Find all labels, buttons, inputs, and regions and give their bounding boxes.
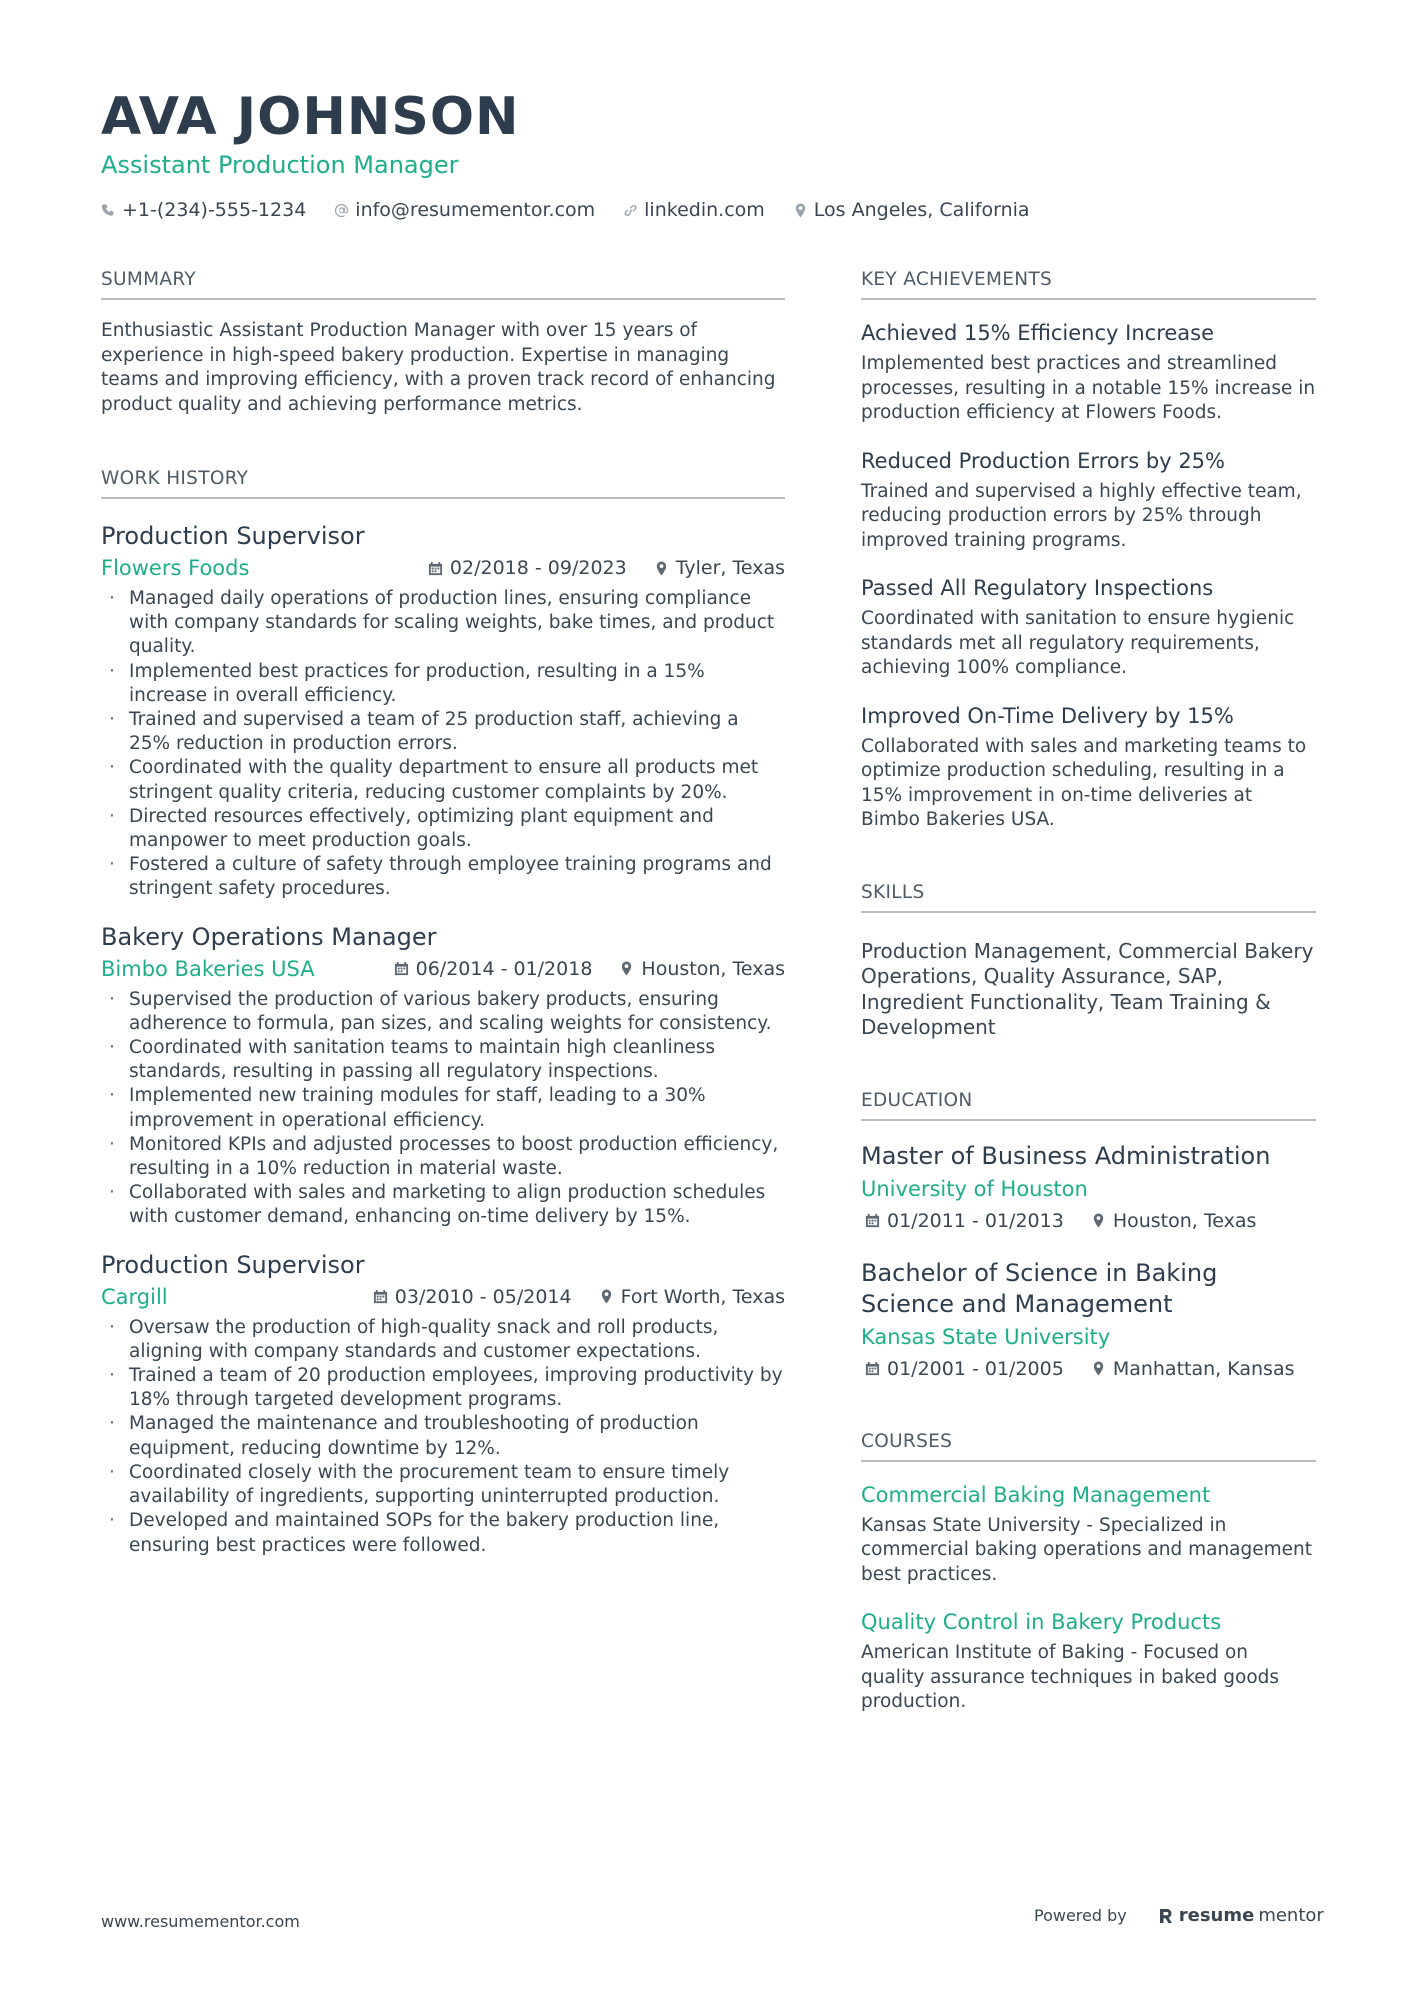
job-bullet: · Managed daily operations of production lines, ensuring compliance with company standards for scaling weights, bake times, and product quality.: [101, 587, 785, 660]
job-company: Flowers Foods: [101, 556, 250, 580]
job-bullet: · Oversaw the production of high-quality snack and roll products, aligning with company standards and customer expectations.: [101, 1316, 785, 1364]
courses-section: [861, 1430, 1316, 1715]
work-history-section: [101, 467, 785, 1558]
job-dates-text: 02/2018 - 09/2023: [449, 557, 627, 579]
calendar-icon: [865, 1361, 880, 1376]
achievements-heading: KEY ACHIEVEMENTS: [861, 268, 1316, 300]
education-dates: [865, 1208, 1064, 1234]
achievement-entry: [861, 703, 1316, 833]
calendar-icon: [394, 961, 409, 976]
job-bullet: · Supervised the production of various bakery products, ensuring adherence to formula, pan sizes, and scaling weights for consistency.: [101, 988, 785, 1036]
calendar-icon: [428, 561, 443, 576]
job-location: [619, 956, 785, 982]
resumementor-logo-icon: [1157, 1907, 1175, 1925]
education-list: [861, 1141, 1316, 1382]
job-bullet: · Collaborated with sales and marketing to align production schedules with customer demand, enhancing on-time delivery by 15%.: [101, 1181, 785, 1229]
education-dates-text: 01/2001 - 01/2005: [887, 1357, 1064, 1380]
job-bullet: · Implemented best practices for production, resulting in a 15% increase in overall efficiency.: [101, 660, 785, 708]
footer-website[interactable]: www.resumementor.com: [101, 1912, 300, 1931]
job-bullet: · Trained and supervised a team of 25 production staff, achieving a 25% reduction in production errors.: [101, 708, 785, 756]
job-bullet: · Trained a team of 20 production employees, improving productivity by 18% through targeted development programs.: [101, 1364, 785, 1412]
job-company: Bimbo Bakeries USA: [101, 956, 315, 981]
education-entry: [861, 1258, 1316, 1382]
contact-location: [793, 199, 1030, 221]
job-bullet: · Implemented new training modules for staff, leading to a 30% improvement in operational efficiency.: [101, 1084, 785, 1132]
education-section: [861, 1089, 1316, 1382]
education-location-text: Houston, Texas: [1112, 1209, 1257, 1232]
achievement-entry: [861, 575, 1316, 681]
achievement-title: Passed All Regulatory Inspections: [861, 576, 1214, 600]
job-bullet: · Coordinated with the quality department to ensure all products met stringent quality criteria, reducing customer complaints by 20%.: [101, 756, 785, 804]
job-dates: [428, 555, 627, 581]
brand-bold-text: resume: [1178, 1905, 1255, 1926]
course-title: Quality Control in Bakery Products: [861, 1610, 1222, 1634]
education-degree: Master of Business Administration: [861, 1141, 1271, 1170]
powered-by-text: Powered by: [1034, 1906, 1127, 1925]
job-bullet-list: [101, 1316, 785, 1558]
right-column: [861, 268, 1316, 1715]
achievement-desc: Coordinated with sanitation to ensure hygienic standards met all regulatory requirements, achieving 100% compliance.: [861, 608, 1295, 678]
education-school: Kansas State University: [861, 1324, 1111, 1349]
footer-branding: [1034, 1905, 1324, 1926]
phone-text: +1-(234)-555-1234: [122, 199, 307, 221]
job-dates: [394, 956, 593, 982]
achievement-title: Reduced Production Errors by 25%: [861, 448, 1225, 473]
job-entry: [101, 1250, 785, 1558]
education-school: University of Houston: [861, 1176, 1088, 1201]
job-meta: [101, 956, 785, 982]
achievement-list: [861, 320, 1316, 833]
job-location: [654, 555, 785, 581]
job-dates-text: 03/2010 - 05/2014: [394, 1285, 572, 1308]
achievement-desc: Trained and supervised a highly effective team, reducing production errors by 25% through improved training programs.: [861, 480, 1302, 551]
job-bullet-list: [101, 988, 785, 1230]
course-desc: American Institute of Baking - Focused on quality assurance techniques in baked goods production.: [861, 1642, 1280, 1712]
map-pin-icon: [619, 961, 634, 976]
education-dates: [865, 1356, 1064, 1382]
candidate-role: Assistant Production Manager: [101, 151, 459, 179]
map-pin-icon: [1091, 1361, 1106, 1376]
education-location: [1091, 1208, 1257, 1234]
achievement-entry: [861, 320, 1316, 426]
education-entry: [861, 1141, 1316, 1234]
education-heading: EDUCATION: [861, 1089, 1316, 1121]
job-meta: [101, 555, 785, 581]
job-entry: [101, 922, 785, 1230]
job-dates-text: 06/2014 - 01/2018: [415, 957, 593, 980]
job-title: Production Supervisor: [101, 1250, 365, 1279]
phone-icon: [101, 203, 116, 218]
job-bullet: · Fostered a culture of safety through employee training programs and stringent safety procedures.: [101, 853, 785, 901]
course-entry: [861, 1482, 1316, 1588]
brand-logo[interactable]: [1157, 1905, 1324, 1926]
skills-heading: SKILLS: [861, 881, 1316, 913]
course-desc: Kansas State University - Specialized in commercial baking operations and management best practices.: [861, 1514, 1313, 1585]
map-pin-icon: [654, 561, 669, 576]
achievement-desc: Implemented best practices and streamlined processes, resulting in a notable 15% increase in production efficiency at Flowers Foods.: [861, 353, 1316, 423]
contact-linkedin[interactable]: [623, 199, 765, 221]
summary-heading: SUMMARY: [101, 268, 785, 300]
summary-section: [101, 268, 785, 417]
map-pin-icon: [599, 1289, 614, 1304]
contact-phone[interactable]: [101, 199, 306, 221]
job-entry: [101, 521, 785, 902]
email-text: info@resumementor.com: [355, 199, 596, 221]
education-meta: [861, 1208, 1316, 1234]
calendar-icon: [865, 1213, 880, 1228]
candidate-name: AVA JOHNSON: [101, 87, 520, 147]
job-meta: [101, 1284, 785, 1310]
job-location-text: Fort Worth, Texas: [620, 1285, 785, 1308]
education-location-text: Manhattan, Kansas: [1112, 1357, 1295, 1380]
job-title: Bakery Operations Manager: [101, 922, 437, 951]
job-location-text: Houston, Texas: [641, 957, 785, 980]
job-location: [599, 1284, 785, 1310]
job-bullet: · Developed and maintained SOPs for the bakery production line, ensuring best practices were followed.: [101, 1509, 785, 1557]
map-pin-icon: [1091, 1213, 1106, 1228]
work-history-heading: WORK HISTORY: [101, 467, 785, 499]
job-bullet-list: [101, 587, 785, 902]
job-company: Cargill: [101, 1284, 168, 1309]
achievement-desc: Collaborated with sales and marketing teams to optimize production scheduling, resulting in a 15% improvement in on-time deliveries at Bimbo Bakeries USA.: [861, 735, 1307, 830]
job-bullet: · Managed the maintenance and troubleshooting of production equipment, reducing downtime by 12%.: [101, 1412, 785, 1460]
summary-text: Enthusiastic Assistant Production Manager with over 15 years of experience in high-speed bakery production. Expertise in managing teams and improving efficiency, with a proven track record of enhancing product quality and achieving performance metrics.: [101, 320, 776, 415]
education-meta: [861, 1356, 1316, 1382]
left-column: [101, 268, 785, 1558]
education-dates-text: 01/2011 - 01/2013: [887, 1209, 1064, 1232]
skills-text: Production Management, Commercial Bakery Operations, Quality Assurance, SAP, Ingredient Functionality, Team Training & Development: [861, 938, 1314, 1039]
calendar-icon: [373, 1289, 388, 1304]
achievement-title: Achieved 15% Efficiency Increase: [861, 321, 1215, 345]
map-pin-icon: [793, 203, 808, 218]
education-location: [1091, 1356, 1295, 1382]
location-text: Los Angeles, California: [813, 199, 1030, 221]
linkedin-text: linkedin.com: [644, 199, 765, 221]
job-bullet: · Coordinated with sanitation teams to maintain high cleanliness standards, resulting in passing all regulatory inspections.: [101, 1036, 785, 1084]
job-bullet: · Coordinated closely with the procurement team to ensure timely availability of ingredients, supporting uninterrupted production.: [101, 1461, 785, 1509]
course-entry: [861, 1609, 1316, 1715]
job-dates: [373, 1284, 572, 1310]
job-bullet: · Monitored KPIs and adjusted processes to boost production efficiency, resulting in a 10% reduction in material waste.: [101, 1133, 785, 1181]
link-icon: [623, 203, 638, 218]
achievement-entry: [861, 448, 1316, 554]
contact-email[interactable]: [334, 199, 595, 221]
skills-section: [861, 881, 1316, 1041]
brand-light-text: mentor: [1258, 1905, 1324, 1926]
course-list: [861, 1482, 1316, 1715]
achievement-title: Improved On-Time Delivery by 15%: [861, 703, 1234, 728]
achievements-section: [861, 268, 1316, 833]
resume-header: [101, 86, 1321, 221]
contact-bar: [101, 199, 1321, 221]
job-title: Production Supervisor: [101, 522, 365, 550]
at-sign-icon: [334, 203, 349, 218]
courses-heading: COURSES: [861, 1430, 1316, 1462]
job-location-text: Tyler, Texas: [675, 557, 785, 579]
job-list: [101, 521, 785, 1558]
job-bullet: · Directed resources effectively, optimizing plant equipment and manpower to meet production goals.: [101, 805, 785, 853]
course-title: Commercial Baking Management: [861, 1482, 1211, 1507]
education-degree: Bachelor of Science in Baking Science and Management: [861, 1258, 1218, 1318]
